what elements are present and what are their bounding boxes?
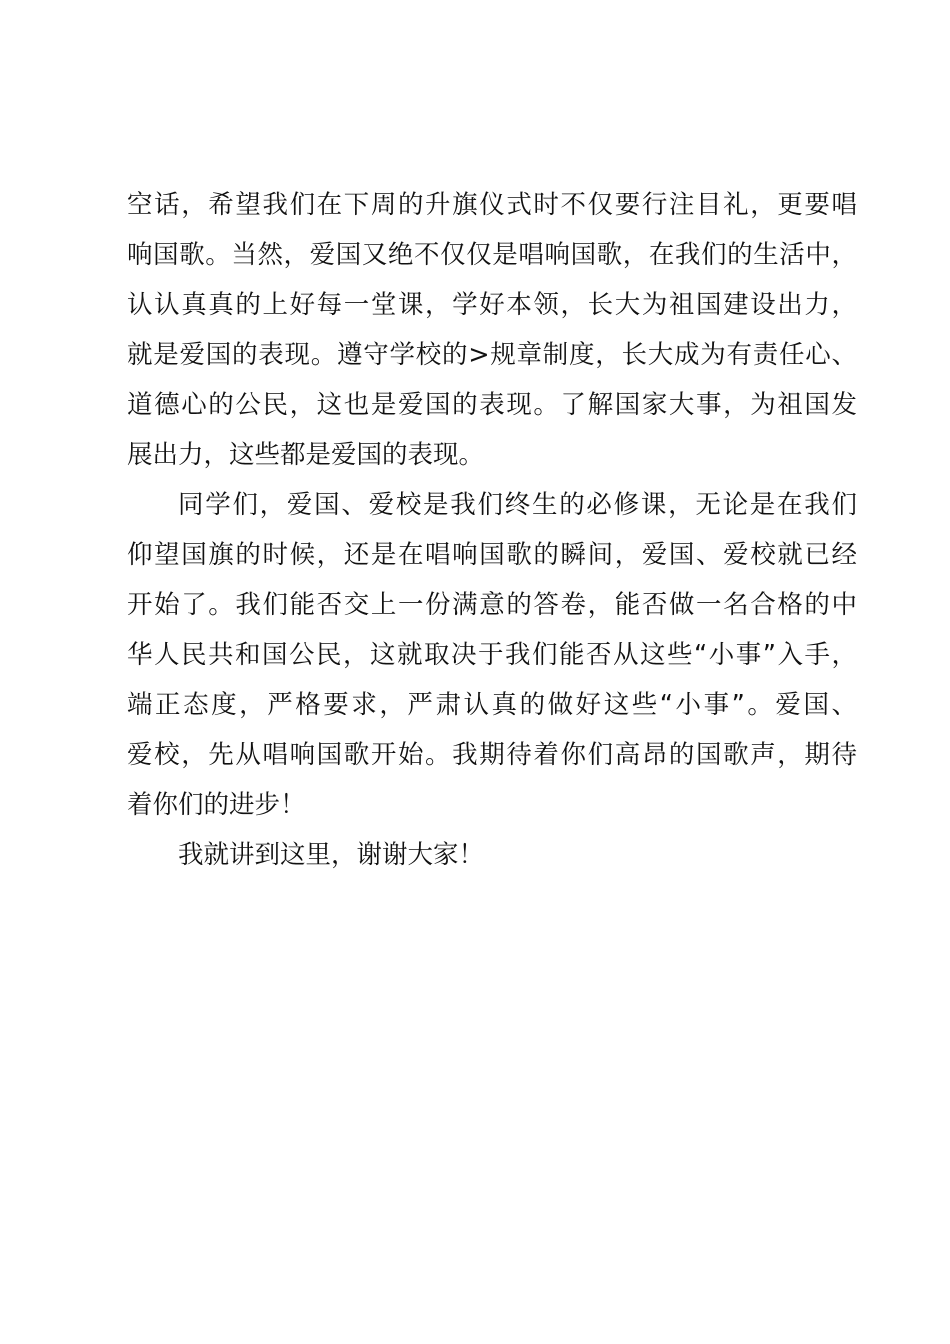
text-line: 开始了。我们能否交上一份满意的答卷，能否做一名合格的中: [127, 590, 857, 620]
text-line: 端正态度，严格要求，严肃认真的做好这些“小事”。爱国、: [127, 690, 857, 720]
text-line: 就是爱国的表现。遵守学校的>规章制度，长大成为有责任心、: [127, 340, 857, 370]
text-line: 空话，希望我们在下周的升旗仪式时不仅要行注目礼，更要唱: [127, 190, 857, 220]
text-line: 仰望国旗的时候，还是在唱响国歌的瞬间，爱国、爱校就已经: [127, 540, 857, 570]
paragraph-first-line: 同学们，爱国、爱校是我们终生的必修课，无论是在我们: [178, 490, 857, 520]
text-line: 响国歌。当然，爱国又绝不仅仅是唱响国歌，在我们的生活中，: [127, 240, 857, 270]
closing-line: 我就讲到这里，谢谢大家！: [178, 840, 485, 870]
text-line: 华人民共和国公民，这就取决于我们能否从这些“小事”入手，: [127, 640, 857, 670]
text-line: 展出力，这些都是爱国的表现。: [127, 440, 485, 470]
text-line: 道德心的公民，这也是爱国的表现。了解国家大事，为祖国发: [127, 390, 857, 420]
text-line: 爱校，先从唱响国歌开始。我期待着你们高昂的国歌声，期待: [127, 740, 857, 770]
text-line: 着你们的进步！: [127, 790, 306, 820]
text-line: 认认真真的上好每一堂课，学好本领，长大为祖国建设出力，: [127, 290, 857, 320]
